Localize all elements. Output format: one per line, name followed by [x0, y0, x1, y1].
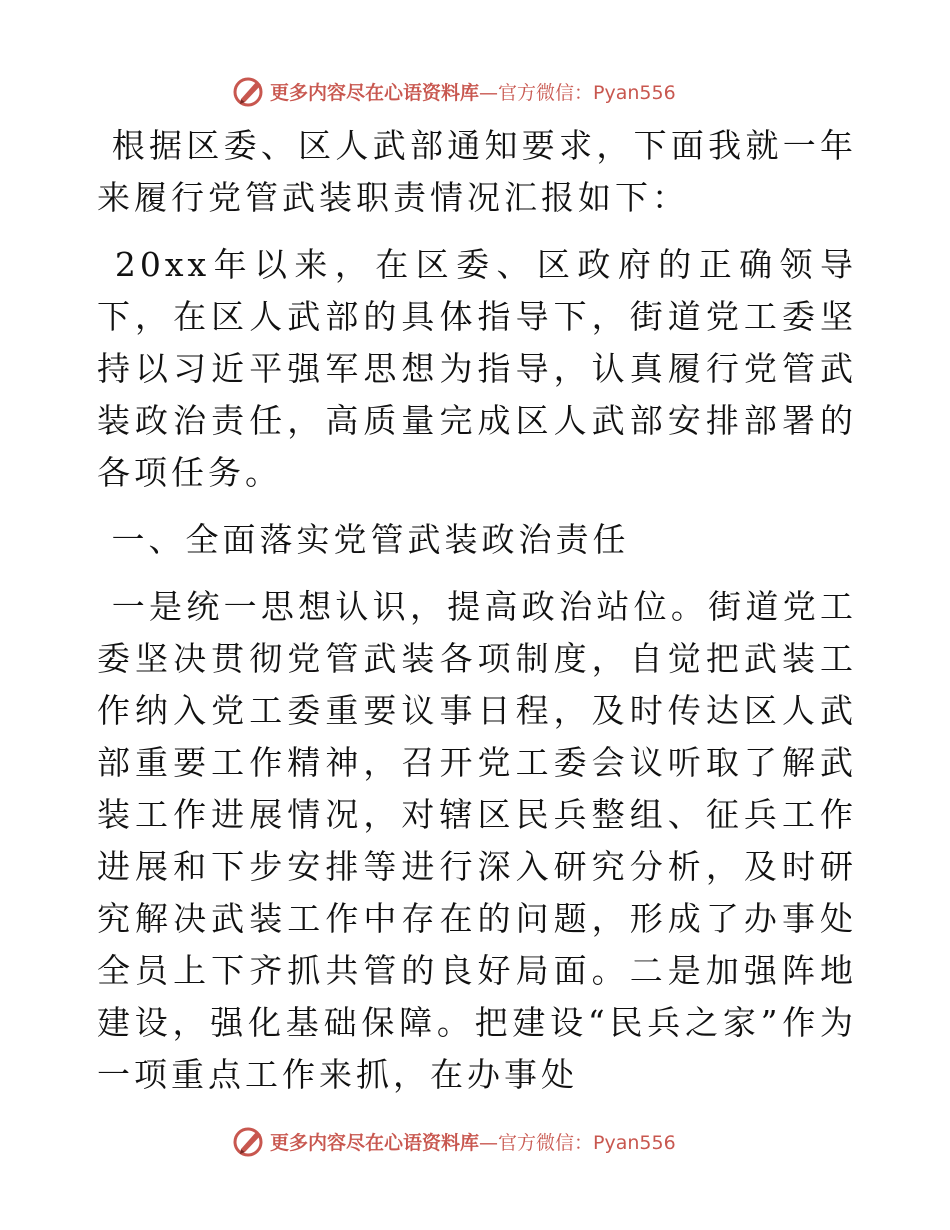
watermark-sub-text: —官方微信：Pyan556 — [479, 81, 676, 104]
paragraph-intro: 根据区委、区人武部通知要求，下面我就一年来履行党管武装职责情况汇报如下： — [97, 126, 857, 217]
watermark-main-text: 更多内容尽在心语资料库 — [270, 1131, 480, 1154]
watermark-footer — [232, 1122, 676, 1160]
paragraph-details: 一是统一思想认识，提高政治站位。街道党工委坚决贯彻党管武装各项制度，自觉把武装工作纳入党工委重要议事日程，及时传达区人武部重要工作精神，召开党工委会议听取了解武装工作进展情况，对辖区民兵整组、征兵工作进展和下步安排等进行深入研究分析，及时研究解决武装工作中存在的问题，形成了办事处全员上下齐抓共管的良好局面。二是加强阵地建设，强化基础保障。把建设“民兵之家”作为一项重点工作来抓，在办事处 — [97, 587, 857, 1094]
watermark-main-text: 更多内容尽在心语资料库 — [270, 81, 480, 104]
document-body — [97, 120, 857, 1116]
section-heading: 一、全面落实党管武装政治责任 — [97, 520, 630, 559]
pen-logo-icon — [232, 74, 266, 108]
paragraph-overview: 20xx年以来，在区委、区政府的正确领导下，在区人武部的具体指导下，街道党工委坚持以习近平强军思想为指导，认真履行党管武装政治责任，高质量完成区人武部安排部署的各项任务。 — [97, 245, 857, 492]
watermark-header — [232, 72, 676, 110]
pen-logo-icon — [232, 1124, 266, 1158]
watermark-sub-text: —官方微信：Pyan556 — [479, 1131, 676, 1154]
